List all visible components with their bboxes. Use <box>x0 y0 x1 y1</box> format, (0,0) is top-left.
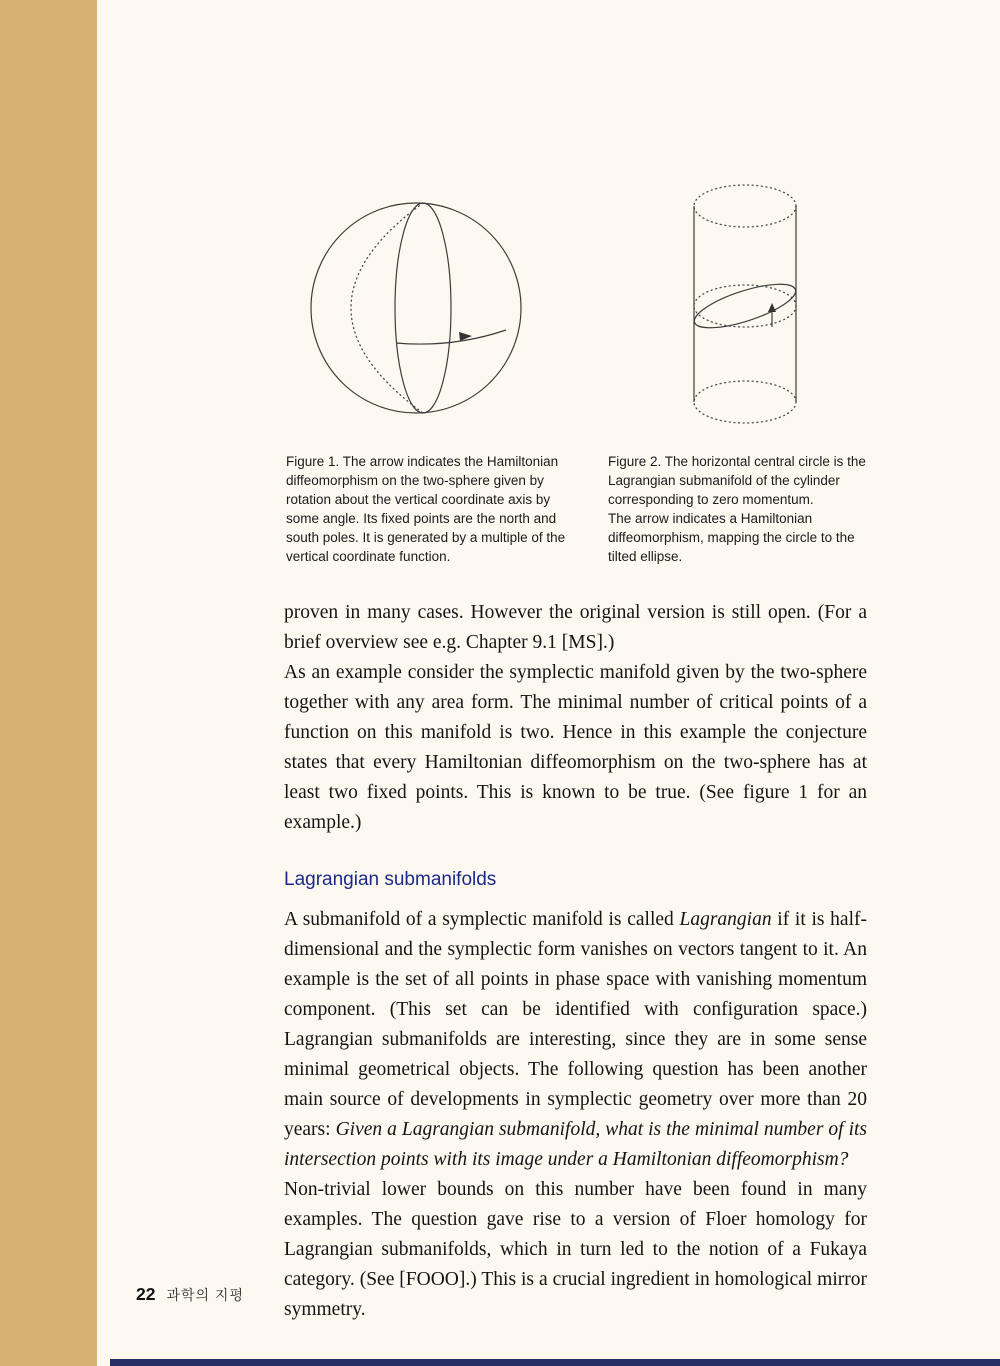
journal-title: 과학의 지평 <box>166 1287 244 1303</box>
body-paragraph: A submanifold of a symplectic manifold is called Lagrangian if it is half-dimensional and the symplectic form vanishes on vectors tangent to it. An example is the set of all points in phase space with vanishing momentum component. (This set can be identified with configuration space.) Lagrangian submanifolds are interesting, since they are in some sense minimal geometrical objects. The following question has been another main source of developments in symplectic geometry over more than 20 years: Given a Lagrangian submanifold, what is the minimal number of its intersection points with its image under a Hamiltonian diffeomorphism? <box>284 909 867 1170</box>
sphere-front-meridian <box>395 203 451 413</box>
figure-2-caption-line1: Figure 2. The horizontal central circle is the Lagrangian submanifold of the cylinder corresponding to zero momentum. <box>608 454 866 507</box>
article-body <box>284 598 867 1325</box>
body-paragraph: As an example consider the symplectic manifold given by the two-sphere together with any area form. The minimal number of critical points of a function on this manifold is two. Hence in this example the conjecture states that every Hamiltonian diffeomorphism on the two-sphere has at least two fixed points. This is known to be true. (See figure 1 for an example.) <box>284 662 867 833</box>
body-paragraph: Non-trivial lower bounds on this number have been found in many examples. The question gave rise to a version of Floer homology for Lagrangian submanifolds, which in turn led to the notion of a Fukaya category. (See [FOOO].) This is a crucial ingredient in homological mirror symmetry. <box>284 1179 867 1320</box>
page-footer <box>136 1284 244 1305</box>
figure-2-caption-line2: The arrow indicates a Hamiltonian diffeomorphism, mapping the circle to the tilted ellipse. <box>608 511 855 564</box>
figure-2 <box>690 178 800 430</box>
sphere-back-meridian-dotted <box>351 203 423 413</box>
hamiltonian-arrowhead <box>768 303 776 312</box>
sphere-outline <box>311 203 521 413</box>
cylinder-top-ellipse <box>694 185 796 227</box>
cylinder-figure-drawing <box>690 178 800 430</box>
page-number: 22 <box>136 1284 156 1304</box>
left-color-band <box>0 0 97 1366</box>
bottom-accent-bar <box>110 1359 1000 1366</box>
figure-1 <box>303 194 530 428</box>
cylinder-bottom-ellipse <box>694 381 796 423</box>
sphere-figure-drawing <box>303 194 530 428</box>
section-heading: Lagrangian submanifolds <box>284 869 497 890</box>
figure-2-caption <box>608 452 878 566</box>
tilted-ellipse <box>690 275 800 336</box>
body-paragraph: proven in many cases. However the original version is still open. (For a brief overview see e.g. Chapter 9.1 [MS].) <box>284 602 867 653</box>
equator-rotation-line <box>396 330 506 344</box>
figure-1-caption-text: Figure 1. The arrow indicates the Hamiltonian diffeomorphism on the two-sphere given by rotation about the vertical coordinate axis by some angle. Its fixed points are the north and south poles. It is generated by a multiple of the vertical coordinate function. <box>286 454 566 564</box>
figure-1-caption <box>286 452 570 566</box>
